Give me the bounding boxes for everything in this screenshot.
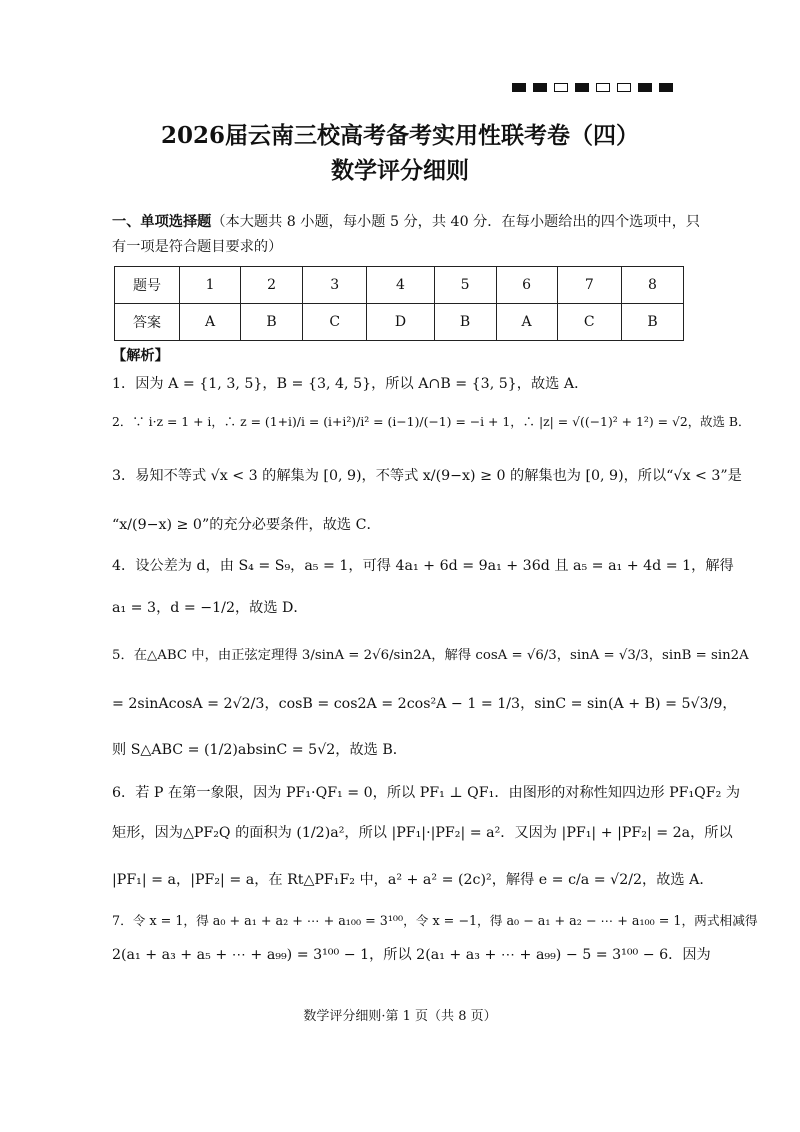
question-number: 8: [621, 267, 683, 304]
mark: [596, 83, 610, 92]
solution-line: 1．因为 A = {1, 3, 5}，B = {3, 4, 5}，所以 A∩B = {3, 5}，故选 A．: [112, 376, 589, 392]
section-heading: [112, 212, 700, 232]
answer-cell: C: [303, 304, 367, 341]
solution-line: = 2sinAcosA = 2√2/3，cosB = cos2A = 2cos²A − 1 = 1/3，sinC = sin(A + B) = 5√3/9，: [112, 696, 737, 712]
answer-cell: D: [367, 304, 434, 341]
answer-cell: A: [496, 304, 557, 341]
mark: [617, 83, 631, 92]
mark: [638, 83, 652, 92]
answer-cell: A: [180, 304, 241, 341]
corner-marks: [512, 83, 673, 92]
question-number: 7: [557, 267, 621, 304]
answer-cell: B: [434, 304, 496, 341]
doc-subtitle: 数学评分细则: [331, 157, 469, 184]
solution-line: 4．设公差为 d，由 S₄ = S₉，a₅ = 1，可得 4a₁ + 6d = 9a₁ + 36d 且 a₅ = a₁ + 4d = 1，解得: [112, 558, 734, 574]
solution-line: “x/(9−x) ≥ 0”的充分必要条件，故选 C．: [112, 517, 381, 533]
section-label: 一、单项选择题: [112, 214, 212, 230]
question-number: 1: [180, 267, 241, 304]
row-header: 题号: [115, 267, 180, 304]
answer-table: [114, 266, 684, 341]
analysis-label: 【解析】: [112, 348, 169, 364]
mark: [659, 83, 673, 92]
mark: [554, 83, 568, 92]
solution-line: 7．令 x = 1，得 a₀ + a₁ + a₂ + ⋯ + a₁₀₀ = 3¹⁰⁰，令 x = −1，得 a₀ − a₁ + a₂ − ⋯ + a₁₀₀ = 1，两式相减得: [112, 913, 758, 928]
table-row: [115, 304, 684, 341]
solution-line: |PF₁| = a，|PF₂| = a，在 Rt△PF₁F₂ 中，a² + a² = (2c)²，解得 e = c/a = √2/2，故选 A．: [112, 872, 714, 888]
question-number: 4: [367, 267, 434, 304]
mark: [512, 83, 526, 92]
mark: [533, 83, 547, 92]
page-footer: 数学评分细则·第 1 页（共 8 页）: [303, 1009, 497, 1024]
solution-line: 5．在△ABC 中，由正弦定理得 3/sinA = 2√6/sin2A，解得 cosA = √6/3，sinA = √3/3，sinB = sin2A: [112, 648, 749, 663]
table-row: [115, 267, 684, 304]
answer-cell: B: [241, 304, 303, 341]
section-desc: （本大题共 8 小题，每小题 5 分，共 40 分．在每小题给出的四个选项中，只: [211, 214, 701, 230]
solution-line: 则 S△ABC = (1/2)absinC = 5√2，故选 B．: [112, 742, 407, 758]
solution-line: 矩形，因为△PF₂Q 的面积为 (1/2)a²，所以 |PF₁|·|PF₂| = a²．又因为 |PF₁| + |PF₂| = 2a，所以: [112, 825, 733, 841]
question-number: 6: [496, 267, 557, 304]
solution-line: 2．∵ i·z = 1 + i，∴ z = (1+i)/i = (i+i²)/i² = (i−1)/(−1) = −i + 1，∴ |z| = √((−1)² + 1²) = √2，故选 B．: [112, 414, 751, 429]
solution-line: 2(a₁ + a₃ + a₅ + ⋯ + a₉₉) = 3¹⁰⁰ − 1，所以 2(a₁ + a₃ + ⋯ + a₉₉) − 5 = 3¹⁰⁰ − 6．因为: [112, 947, 711, 963]
row-header: 答案: [115, 304, 180, 341]
question-number: 3: [303, 267, 367, 304]
solution-line: a₁ = 3，d = −1/2，故选 D．: [112, 600, 308, 616]
doc-title: 2026届云南三校高考备考实用性联考卷（四）: [160, 122, 639, 149]
question-number: 5: [434, 267, 496, 304]
solution-line: 6．若 P 在第一象限，因为 PF₁·QF₁ = 0，所以 PF₁ ⊥ QF₁．由图形的对称性知四边形 PF₁QF₂ 为: [112, 785, 741, 801]
solution-line: 3．易知不等式 √x < 3 的解集为 [0, 9)，不等式 x/(9−x) ≥ 0 的解集也为 [0, 9)，所以“√x < 3”是: [112, 468, 742, 484]
question-number: 2: [241, 267, 303, 304]
answer-cell: C: [557, 304, 621, 341]
section-desc-2: 有一项是符合题目要求的）: [112, 239, 283, 255]
mark: [575, 83, 589, 92]
answer-cell: B: [621, 304, 683, 341]
